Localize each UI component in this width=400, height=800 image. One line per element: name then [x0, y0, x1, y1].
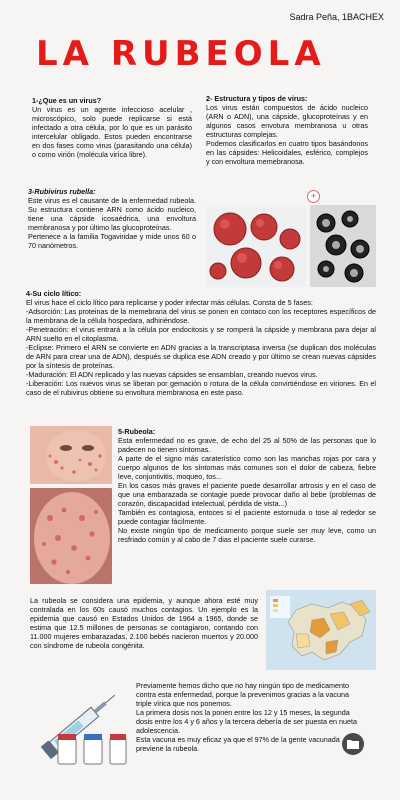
section-heading: 4-Su ciclo lítico: — [26, 289, 82, 298]
section-text: A parte de el signo más caraterístico como son las manchas rojas por cara y cuerpo algunos de los síntomas más comunes son el dolor de cabeza, fiebre leve, conjuntivitis, moqueo, tos... — [118, 454, 376, 481]
section-text: Pertenece a la familia Togaviridae y mide unos 60 o 70 nanómetros. — [28, 232, 196, 250]
section-structure — [206, 94, 368, 166]
section-heading: 5-Rubeola: — [118, 427, 156, 436]
section-text: Este virus es el causante de la enfermedad rubeola. Su estructura contiene ARN como ácido nucleico, tiene una cápside icosaédrica, una envoltura membranosa y por último las glucoproteínas. — [28, 196, 196, 232]
list-item: -Liberación: Los nuevos virus se liberan por gemación o rotura de la célula convirtiéndose en viriones. En el caso de el rubivirus obtiene su envoltura membranosa en este paso. — [26, 379, 376, 397]
folder-button[interactable] — [342, 733, 364, 755]
virus-micrograph-image — [310, 205, 376, 287]
list-item: -Penetración: el virus entrará a la célula por endocitosis y se romperá la cápside y membrana para dejar al ARN suelto en el citoplasma. — [26, 325, 376, 343]
rash-face-image — [30, 426, 112, 484]
section-text: Esta enfermedad no es grave, de echo del 25 al 50% de las personas que lo padecen no tienen síntomas. — [118, 436, 376, 454]
author-label: Sadra Peña, 1BACHEX — [289, 12, 384, 22]
section-rubivirus — [28, 187, 196, 250]
section-text: No existe ningún tipo de medicamento porque suele ser muy leve, como un resfriado común y al cabo de 7 dias el paciente suele curarse. — [118, 526, 376, 544]
section-text: Un virus es un agente infeccioso acelular , microscópico, solo puede replicarse si está infectado a otra célula, por lo que es un parásito intercelular obligado. Estos pueden encontrarse en dos fases como virus (parasitando una célula) o como virión (molécula viríca libre). — [32, 105, 192, 159]
section-epidemic — [30, 596, 258, 650]
list-item: -Maduración: El ADN replicado y las nuevas cápsides se ensamblan, creando nuevos virus. — [26, 370, 318, 379]
section-text: También es contagiosa, entoces si el paciente estornuda o tose al rededor se puede contagiar fácilmente. — [118, 508, 376, 526]
section-heading: 2- Estructura y tipos de virus: — [206, 94, 308, 103]
vaccine-image — [28, 678, 130, 774]
folder-icon — [347, 739, 359, 749]
section-text: En los casos más graves el paciente puede desarrollar artrosis y en el caso de que una embarazada se contagie puede provocar daño al bebe (problemas de corazón, discapacidad intelectual, pérdida de vista...) — [118, 481, 376, 508]
section-vaccine — [136, 681, 366, 753]
add-icon[interactable]: + — [307, 190, 320, 203]
page-title: LA RUBEOLA — [36, 34, 326, 74]
section-rubeola — [118, 427, 376, 544]
list-item: -Eclipse: Primero el ARN se convierte en ADN gracias a la transcriptasa inversa (se duplican dos moléculas de ARN para crear una de ADN), después se duplica ese ADN creado y por último se crean nuevas cápsides por la síntesis de proteínas. — [26, 343, 376, 370]
rash-back-image — [30, 488, 112, 584]
section-text: La primera dosis nos la ponen entre los 12 y 15 meses, la segunda dosis entre los 4 y 6 años y la tercera debería de ser puesta en nueta adolescencia. — [136, 708, 357, 735]
section-text: La rubeola se considera una epidemia, y aunque ahora esté muy contralada en los 60s causó muchos contagios. Un ejemplo es la epidemia que causó en Estados Unidos de 1964 a 1965, donde se estima que 12.5 millones de personas se contagiaron, contando con 11.000 mujeres embarazadas, 2.100 bebés nacieron muertos y 20.000 con síndrome de rubeola congénita. — [30, 596, 258, 650]
virus-3d-image — [206, 205, 306, 287]
section-text: El virus hace el ciclo lítico para replicarse y poder infectar más células. Consta de 5 fases: — [26, 298, 313, 307]
section-text: Podemos clasificarlos en cuatro tipos basándonos en las cápsides: Helicoidales, esférico, complejos y con envoltura memebranosa. — [206, 139, 368, 166]
list-item: -Adsorción: Las proteinas de la memebrana del virus se ponen en contaco con los receptores específicos de la membrana de la célula hospedara, adhiriéndose. — [26, 307, 376, 325]
section-lytic-cycle — [26, 289, 376, 397]
europe-map-image — [266, 590, 376, 670]
section-text: Esta vacuna es muy eficaz ya que el 97% de la gente vacunada previene la rubeola. — [136, 735, 340, 753]
section-text: Los virus están compuestos de ácido nucleico (ARN o ADN), una cápside, glucoproteínas y en algunos casos envotura membranosa u otras estructuras complejas. — [206, 103, 368, 139]
section-heading: 1-¿Que es un virus? — [32, 96, 102, 105]
section-heading: 3-Rubivirus rubella: — [28, 187, 96, 196]
section-what-is-virus — [32, 96, 192, 159]
section-text: Previamente hemos dicho que no hay ningún tipo de medicamento contra esta enfermedad, porque la prevenimos gracias a la vacuna triple vírica que nos ponemos. — [136, 681, 349, 708]
